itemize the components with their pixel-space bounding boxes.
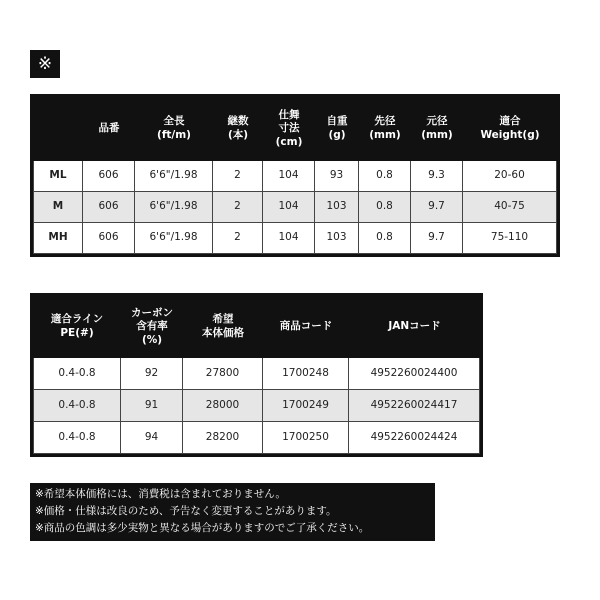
spec-table-2-header-cell: カーボン 含有率 (%)	[121, 296, 183, 358]
spec-table-1-cell: 104	[263, 223, 315, 254]
spec-table-1	[30, 94, 560, 257]
spec-table-1-cell: 6'6"/1.98	[135, 192, 213, 223]
spec-table-1-header-cell: 元径 (mm)	[411, 97, 463, 161]
spec-table-1-cell: 75-110	[463, 223, 557, 254]
spec-table-1-cell: 0.8	[359, 161, 411, 192]
spec-table-2-cell: 91	[121, 390, 183, 422]
spec-table-2-cell: 4952260024424	[349, 422, 480, 454]
table-row	[33, 422, 480, 454]
spec-table-1-cell: 103	[315, 192, 359, 223]
spec-table-2-cell: 1700248	[263, 358, 349, 390]
spec-table-1-cell: 93	[315, 161, 359, 192]
spec-table-1-cell: 104	[263, 192, 315, 223]
spec-table-2-cell: 4952260024400	[349, 358, 480, 390]
spec-table-1-cell: 6'6"/1.98	[135, 223, 213, 254]
spec-table-2-header-cell: 商品コード	[263, 296, 349, 358]
spec-table-1-header-cell: 品番	[83, 97, 135, 161]
spec-table-1-cell: 0.8	[359, 192, 411, 223]
spec-table-1-cell: 606	[83, 192, 135, 223]
spec-table-1-cell: 20-60	[463, 161, 557, 192]
reference-mark: ※	[30, 50, 60, 78]
spec-table-1-header-cell: 継数 (本)	[213, 97, 263, 161]
spec-table-1-header-cell	[33, 97, 83, 161]
table-row	[33, 161, 557, 192]
spec-table-2-header-cell: 適合ライン PE(#)	[33, 296, 121, 358]
spec-table-1-cell: 2	[213, 161, 263, 192]
spec-table-1-cell: 0.8	[359, 223, 411, 254]
notes-box	[30, 483, 435, 541]
spec-table-1-header-cell: 仕舞 寸法 (cm)	[263, 97, 315, 161]
spec-table-2-header	[33, 296, 480, 358]
spec-table-1-cell: 40-75	[463, 192, 557, 223]
spec-table-1-cell: 606	[83, 223, 135, 254]
spec-table-1-cell: MH	[33, 223, 83, 254]
spec-table-2-cell: 0.4-0.8	[33, 390, 121, 422]
spec-table-1-cell: 2	[213, 223, 263, 254]
spec-table-2-cell: 0.4-0.8	[33, 358, 121, 390]
spec-table-1-cell: 606	[83, 161, 135, 192]
spec-table-1-cell: M	[33, 192, 83, 223]
note-color: ※商品の色調は多少実物と異なる場合がありますのでご了承ください。	[35, 522, 370, 534]
spec-table-1-body	[33, 161, 557, 254]
table-row	[33, 390, 480, 422]
spec-table-1-cell: ML	[33, 161, 83, 192]
spec-table-2-cell: 28200	[183, 422, 263, 454]
spec-table-2-body	[33, 358, 480, 454]
spec-table-1-header-cell: 自重 (g)	[315, 97, 359, 161]
table-row	[33, 223, 557, 254]
note-spec-change: ※価格・仕様は改良のため、予告なく変更することがあります。	[35, 505, 337, 517]
spec-table-1-header-cell: 適合 Weight(g)	[463, 97, 557, 161]
note-tax: ※希望本体価格には、消費税は含まれておりません。	[35, 488, 286, 500]
spec-table-2-cell: 27800	[183, 358, 263, 390]
table-row	[33, 358, 480, 390]
spec-table-2-cell: 0.4-0.8	[33, 422, 121, 454]
spec-table-2-cell: 92	[121, 358, 183, 390]
spec-table-2-cell: 4952260024417	[349, 390, 480, 422]
spec-table-1-cell: 9.7	[411, 192, 463, 223]
table-row	[33, 192, 557, 223]
spec-table-1-header	[33, 97, 557, 161]
spec-table-2	[30, 293, 483, 457]
spec-table-2-header-cell: 希望 本体価格	[183, 296, 263, 358]
spec-table-2-header-cell: JANコード	[349, 296, 480, 358]
spec-table-1-cell: 104	[263, 161, 315, 192]
spec-table-1-cell: 6'6"/1.98	[135, 161, 213, 192]
spec-table-1-cell: 9.7	[411, 223, 463, 254]
spec-table-2-cell: 1700250	[263, 422, 349, 454]
spec-table-2-cell: 1700249	[263, 390, 349, 422]
spec-table-1-cell: 9.3	[411, 161, 463, 192]
spec-table-2-cell: 28000	[183, 390, 263, 422]
spec-table-1-cell: 2	[213, 192, 263, 223]
spec-table-1-cell: 103	[315, 223, 359, 254]
spec-table-1-header-cell: 先径 (mm)	[359, 97, 411, 161]
spec-table-1-header-cell: 全長 (ft/m)	[135, 97, 213, 161]
spec-table-2-cell: 94	[121, 422, 183, 454]
